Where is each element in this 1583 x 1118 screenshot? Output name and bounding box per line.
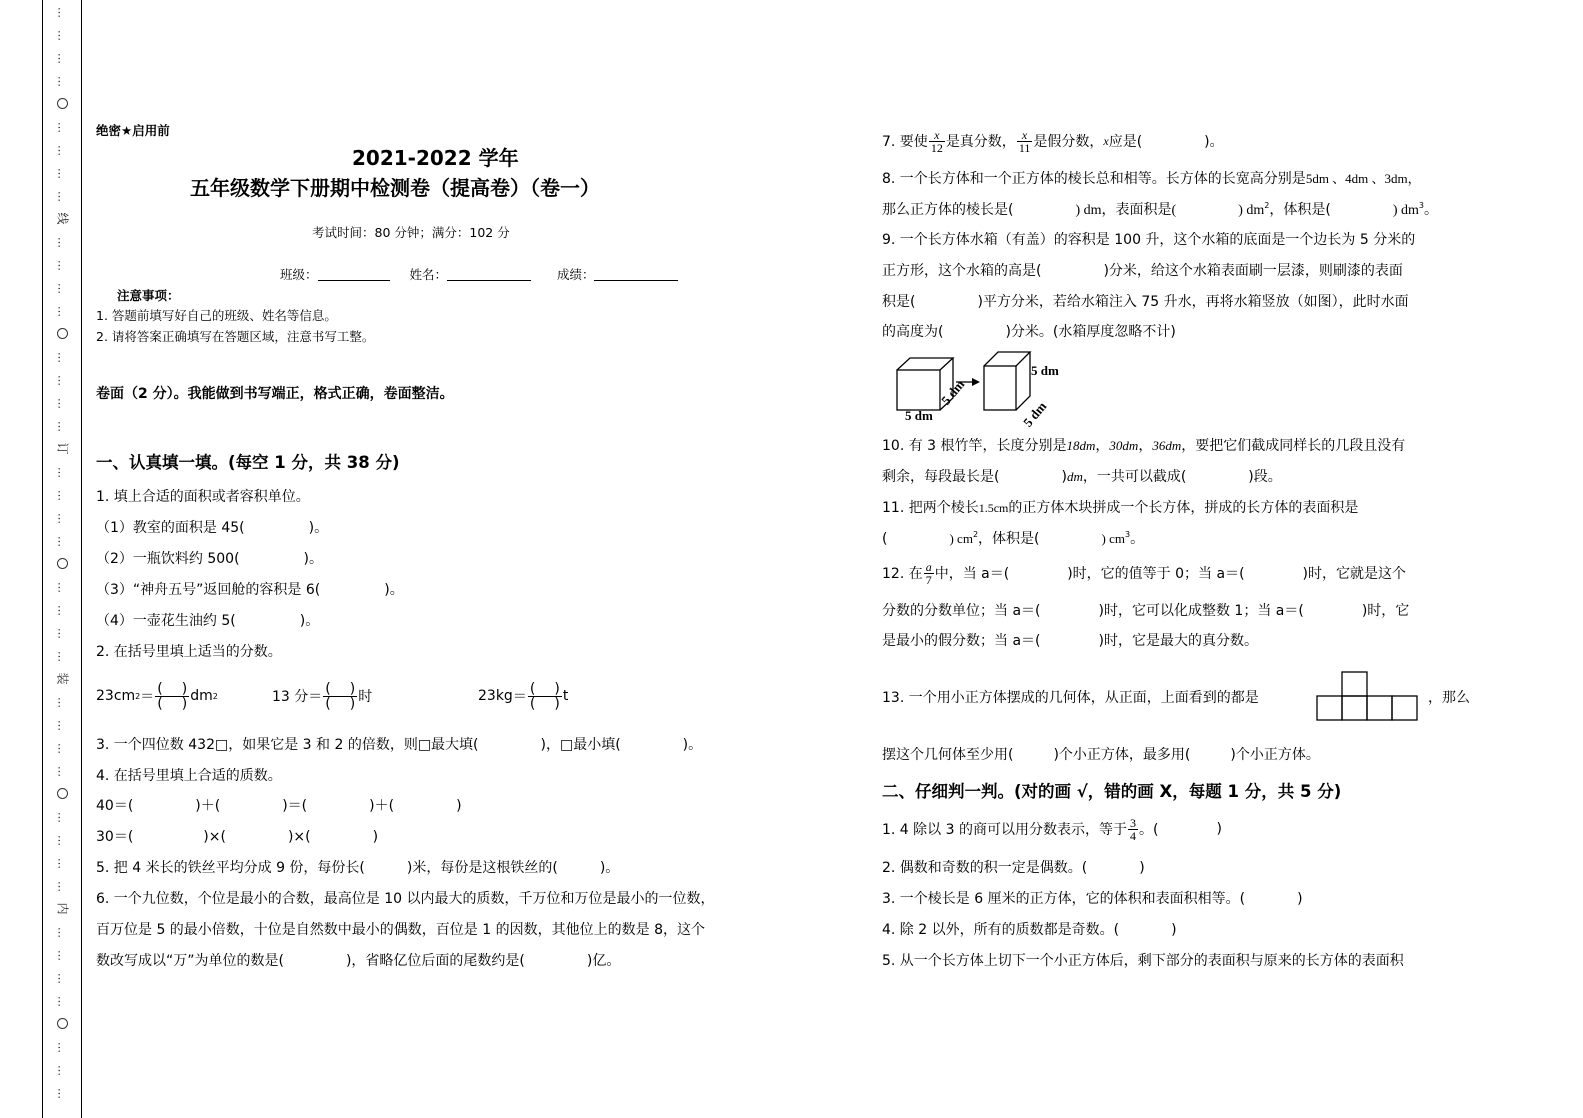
q9-line2 — [882, 260, 1403, 280]
binding-dots: … — [55, 1041, 69, 1052]
q10-line1: 10. 有 3 根竹竿，长度分别是18dm，30dm，36dm，要把它们截成同样长的几段且没有 — [882, 438, 1406, 454]
binding-dots: … — [55, 52, 69, 63]
q4-text: )＋( — [195, 798, 221, 814]
q12-text: )时，它 — [1361, 603, 1410, 619]
q13-text: )个小正方体。 — [1230, 747, 1320, 763]
neatness-note: 卷面（2 分）。我能做到书写端正，格式正确，卷面整洁。 — [96, 386, 454, 402]
binding-dots: … — [55, 535, 69, 546]
binding-dots: … — [55, 351, 69, 362]
q11-line1 — [882, 497, 1358, 517]
q8-dims: 5dm 、4dm 、3dm， — [1305, 171, 1421, 186]
q10-text: )段。 — [1248, 469, 1282, 485]
q8-line2: 那么正方体的棱长是( ) dm，表面积是( ) $dm^2$，体积是( ) $dm^3$。 — [882, 201, 1438, 218]
judge-item: 5. 从一个长方体上切下一个小正方体后，剩下部分的表面积与原来的长方体的表面积 — [882, 953, 1404, 969]
q9-text: )分米。(水箱厚度忽略不计) — [1005, 324, 1176, 340]
q1-stem: 1. 填上合适的面积或者容积单位。 — [96, 489, 310, 505]
section1-title: 一、认真填一填。(每空 1 分，共 38 分) — [96, 453, 400, 472]
fig-label-bottom: 5 dm — [905, 408, 933, 423]
confidential-label: 绝密★启用前 — [96, 123, 170, 138]
q13-line2 — [882, 744, 1320, 764]
q7-var: x — [1103, 133, 1109, 148]
judge-text: 。( — [1138, 822, 1159, 838]
q4-text: )×( — [287, 829, 311, 845]
q6-text: )亿。 — [586, 953, 621, 969]
q3-text: 3. 一个四位数 432□，如果它是 3 和 2 的倍数，则□最大填( — [96, 737, 479, 753]
q8-text: ，体积是( — [1269, 202, 1331, 218]
q9-text: )分米，给这个水箱表面刷一层漆，则刷漆的表面 — [1103, 263, 1403, 279]
binding-dots: … — [55, 489, 69, 500]
q8-unit: ) dm — [1392, 203, 1419, 218]
judge-text: 2. 偶数和奇数的积一定是偶数。( — [882, 860, 1088, 876]
q4-text: )＝( — [282, 798, 308, 814]
binding-dots: … — [55, 190, 69, 201]
q2-text: 23kg — [478, 688, 513, 704]
binding-dots: … — [55, 6, 69, 17]
binding-dots: … — [55, 1064, 69, 1075]
q2-text: 时 — [358, 689, 373, 705]
q1-item-text: （4）一壶花生油约 5( — [96, 613, 236, 629]
q7 — [882, 126, 1224, 156]
fig-label-height: 5 dm — [1031, 363, 1059, 378]
binding-dots: … — [55, 144, 69, 155]
q2-eq: ＝ — [308, 689, 323, 705]
fraction: $\frac{3}{4}$ — [1129, 815, 1136, 843]
fraction: $\frac{a}{7}$ — [925, 559, 932, 587]
q1-item — [96, 579, 404, 599]
q5-text: 5. 把 4 米长的铁丝平均分成 9 份，每份长( — [96, 860, 365, 876]
q2-text: dm — [190, 688, 213, 704]
q1-item-text: （2）一瓶饮料约 500( — [96, 551, 240, 567]
binding-dots: … — [55, 75, 69, 86]
binding-circle-icon — [57, 1018, 68, 1029]
binding-dots: … — [55, 719, 69, 730]
fraction-blank[interactable]: ( ) ( ) — [157, 680, 188, 712]
q9-line4 — [882, 321, 1176, 341]
q11-text: ，体积是( — [978, 531, 1040, 547]
q2-text: 23cm — [96, 688, 136, 704]
q4-text: )＋( — [369, 798, 395, 814]
q2-item-time — [272, 676, 372, 716]
q3 — [96, 734, 702, 754]
binding-label-ding: 订 — [55, 442, 70, 455]
q9-text: 正方形，这个水箱的高是( — [882, 263, 1042, 279]
q8-text: 。 — [1423, 202, 1438, 218]
q10-unit: dm — [1066, 469, 1083, 484]
binding-label-xian: 线 — [55, 212, 70, 225]
binding-dots: … — [55, 282, 69, 293]
binding-dots: … — [55, 604, 69, 615]
binding-dots: … — [55, 742, 69, 753]
binding-dots: … — [55, 949, 69, 960]
q4-line1 — [96, 795, 462, 815]
q11-line2: ( ) $cm^2$，体积是( ) $cm^3$。 — [882, 530, 1145, 547]
q11-text: 。 — [1130, 531, 1145, 547]
fraction: $\frac{x}{11}$ — [1018, 127, 1031, 155]
q12-text: )时，它是最大的真分数。 — [1098, 633, 1258, 649]
q12-line3 — [882, 630, 1258, 650]
q2-eq: ＝ — [140, 689, 155, 705]
name-input-line[interactable] — [447, 267, 531, 281]
q4-text: 30＝( — [96, 829, 134, 845]
binding-dots: … — [55, 811, 69, 822]
cube-view-figure — [1316, 671, 1421, 721]
judge-text: 4. 除 2 以外，所有的质数都是奇数。( — [882, 922, 1120, 938]
exam-title: 五年级数学下册期中检测卷（提高卷）（卷一） — [190, 176, 600, 200]
q1-item — [96, 517, 328, 537]
section2-title: 二、仔细判一判。(对的画 √，错的画 X，每题 1 分，共 5 分) — [882, 782, 1342, 801]
notice-item: 2. 请将答案正确填写在答题区域，注意书写工整。 — [96, 329, 375, 344]
q10-text: ，一共可以截成( — [1082, 469, 1187, 485]
score-input-line[interactable] — [594, 267, 678, 281]
q2-eq: ＝ — [512, 689, 527, 705]
judge-text: ) — [1139, 860, 1145, 876]
binding-dots: … — [55, 650, 69, 661]
q6-line1: 6. 一个九位数，个位是最小的合数，最高位是 10 以内最大的质数，千万位和万位是最小的一位数， — [96, 891, 715, 907]
judge-text: ) — [1171, 922, 1177, 938]
fig-label-depth2: 5 dm — [1020, 398, 1050, 430]
q9-text: 的高度为( — [882, 324, 944, 340]
binding-dots: … — [55, 121, 69, 132]
binding-dots: … — [55, 765, 69, 776]
judge-item — [882, 857, 1145, 877]
class-label: 班级： — [280, 267, 318, 282]
score-label: 成绩： — [556, 267, 595, 282]
q9-text: )平方分米，若给水箱注入 75 升水，再将水箱竖放（如图），此时水面 — [977, 294, 1409, 310]
q10-text: ) — [1061, 469, 1067, 485]
binding-dots: … — [55, 880, 69, 891]
binding-dots: … — [55, 420, 69, 431]
exam-info: 考试时间：80 分钟；满分：102 分 — [312, 225, 510, 240]
judge-text: 3. 一个棱长是 6 厘米的正方体，它的体积和表面积相等。( — [882, 891, 1246, 907]
binding-dots: … — [55, 1087, 69, 1098]
binding-circle-icon — [57, 558, 68, 569]
judge-item — [882, 888, 1303, 908]
binding-dots: … — [55, 995, 69, 1006]
q9-line1: 9. 一个长方体水箱（有盖）的容积是 100 升，这个水箱的底面是一个边长为 5 分米的 — [882, 232, 1416, 248]
q12-text: )时，它就是这个 — [1302, 566, 1406, 582]
q12-text: 中，当 a＝( — [934, 566, 1010, 582]
q8-line1 — [882, 168, 1421, 188]
q12-line1 — [882, 558, 1406, 588]
binding-dots: … — [55, 466, 69, 477]
binding-dots: … — [55, 696, 69, 707]
q1-item-text: （1）教室的面积是 45( — [96, 520, 245, 536]
binding-circle-icon — [57, 98, 68, 109]
judge-item — [882, 919, 1177, 939]
q11-edge: 1.5cm — [978, 501, 1009, 515]
q8-text: ) dm，表面积是( — [1075, 203, 1177, 218]
q8-unit: ) dm — [1238, 203, 1265, 218]
q10-value: 30dm — [1109, 438, 1139, 453]
binding-border-right — [81, 0, 82, 1118]
q6-text: )，省略亿位后面的尾数约是( — [345, 953, 525, 969]
q5 — [96, 857, 619, 877]
binding-dots: … — [55, 926, 69, 937]
binding-label-nei: 内 — [55, 902, 70, 915]
q8-text: 那么正方体的棱长是( — [882, 202, 1014, 218]
binding-dots: … — [55, 627, 69, 638]
q13-text: 摆这个几何体至少用( — [882, 747, 1014, 763]
binding-dots: … — [55, 581, 69, 592]
q4-text: 40＝( — [96, 798, 134, 814]
q11-text: 11. 把两个棱长 — [882, 500, 979, 516]
binding-dots: … — [55, 167, 69, 178]
q4-text: )×( — [203, 829, 226, 845]
binding-dots: … — [55, 236, 69, 247]
q11-text: ( — [882, 531, 888, 547]
q13-line1-end: ，那么 — [1428, 690, 1470, 706]
q10-value: 36dm — [1152, 438, 1182, 453]
q7-text: )。 — [1204, 134, 1224, 150]
binding-label-zhuang: 装 — [55, 672, 70, 685]
q9-text: 积是( — [882, 294, 916, 310]
q13-line1-text: 13. 一个用小正方体摆成的几何体，从正面，上面看到的都是 — [882, 690, 1259, 706]
q1-item-text: （3）“神舟五号”返回舱的容积是 6( — [96, 582, 321, 598]
binding-dots: … — [55, 374, 69, 385]
q11-text: 的正方体木块拼成一个长方体，拼成的长方体的表面积是 — [1008, 500, 1359, 516]
q12-text: 12. 在 — [882, 566, 923, 582]
q2-item-area — [96, 676, 218, 716]
q7-text: 是真分数， — [945, 134, 1016, 150]
q12-text: 分数的分数单位；当 a＝( — [882, 603, 1041, 619]
q1-item — [96, 610, 319, 630]
judge-text: 1. 4 除以 3 的商可以用分数表示，等于 — [882, 822, 1127, 838]
binding-dots: … — [55, 972, 69, 983]
q2-item-mass — [478, 676, 568, 716]
binding-dots: … — [55, 305, 69, 316]
q1-item-text: )。 — [303, 551, 324, 567]
q8-text: 8. 一个长方体和一个正方体的棱长总和相等。长方体的长宽高分别是 — [882, 171, 1306, 187]
q2-text: 13 分 — [272, 689, 309, 705]
class-field — [280, 265, 678, 283]
q11-unit: ) cm — [949, 531, 973, 546]
q9-line3 — [882, 291, 1409, 311]
judge-text: ) — [1297, 891, 1303, 907]
q12-text: )时，它可以化成整数 1；当 a＝( — [1098, 603, 1304, 619]
judge-item — [882, 814, 1222, 844]
q12-line2 — [882, 600, 1409, 620]
binding-dots: … — [55, 834, 69, 845]
q5-text: )米，每份是这根铁丝的( — [406, 860, 558, 876]
year-title: 2021-2022 学年 — [352, 146, 519, 170]
binding-dots: … — [55, 512, 69, 523]
q2-sup: 2 — [135, 691, 141, 701]
q4-line2 — [96, 826, 378, 846]
q1-item-text: )。 — [299, 613, 320, 629]
q7-text: 7. 要使 — [882, 134, 928, 150]
q1-item — [96, 548, 323, 568]
binding-border-left — [42, 0, 43, 1118]
judge-text: ) — [1216, 821, 1222, 837]
q7-text: 应是( — [1108, 134, 1143, 150]
binding-dots: … — [55, 397, 69, 408]
q2-stem: 2. 在括号里填上适当的分数。 — [96, 644, 282, 660]
q6-line2: 百万位是 5 的最小倍数，十位是自然数中最小的偶数，百位是 1 的因数，其他位上的数是 8，这个 — [96, 922, 705, 938]
name-label: 姓名： — [409, 267, 447, 282]
q13-text: )个小正方体，最多用( — [1053, 747, 1191, 763]
notice-item: 1. 答题前填写好自己的班级、姓名等信息。 — [96, 308, 337, 323]
q4-stem: 4. 在括号里填上合适的质数。 — [96, 768, 282, 784]
q6-line3 — [96, 950, 620, 970]
q2-text: t — [562, 688, 569, 704]
binding-circle-icon — [57, 788, 68, 799]
binding-dots: … — [55, 259, 69, 270]
fraction-blank[interactable]: ( ) ( ) — [325, 680, 356, 712]
q10-text: 10. 有 3 根竹竿，长度分别是 — [882, 438, 1067, 454]
binding-margin — [52, 0, 72, 1118]
q10-text: 剩余，每段最长是( — [882, 469, 1000, 485]
q4-text: ) — [372, 829, 379, 845]
fig-label-depth1: 5 dm — [938, 376, 968, 408]
q6-text: 数改写成以“万”为单位的数是( — [96, 953, 284, 969]
fraction: $\frac{x}{12}$ — [930, 127, 943, 155]
q10-line2 — [882, 466, 1282, 486]
q5-text: )。 — [599, 860, 620, 876]
fraction-blank[interactable]: ( ) ( ) — [529, 680, 560, 712]
q2-sup: 2 — [212, 691, 218, 701]
q10-text: ，要把它们截成同样长的几段且没有 — [1181, 438, 1406, 454]
q10-value: 18dm — [1066, 438, 1096, 453]
q4-text: ) — [456, 798, 462, 814]
q12-text: 是最小的假分数；当 a＝( — [882, 633, 1041, 649]
q1-item-text: )。 — [308, 520, 329, 536]
q11-unit: ) cm — [1101, 531, 1125, 546]
class-input-line[interactable] — [318, 267, 390, 281]
q1-item-text: )。 — [384, 582, 404, 598]
binding-circle-icon — [57, 328, 68, 339]
q3-text: )，□最小填( — [540, 737, 621, 753]
q12-text: )时，它的值等于 0；当 a＝( — [1067, 566, 1245, 582]
q3-text: )。 — [682, 737, 703, 753]
binding-dots: … — [55, 857, 69, 868]
binding-dots: … — [55, 29, 69, 40]
notice-title: 注意事项： — [117, 288, 180, 303]
q7-text: 是假分数， — [1033, 134, 1104, 150]
